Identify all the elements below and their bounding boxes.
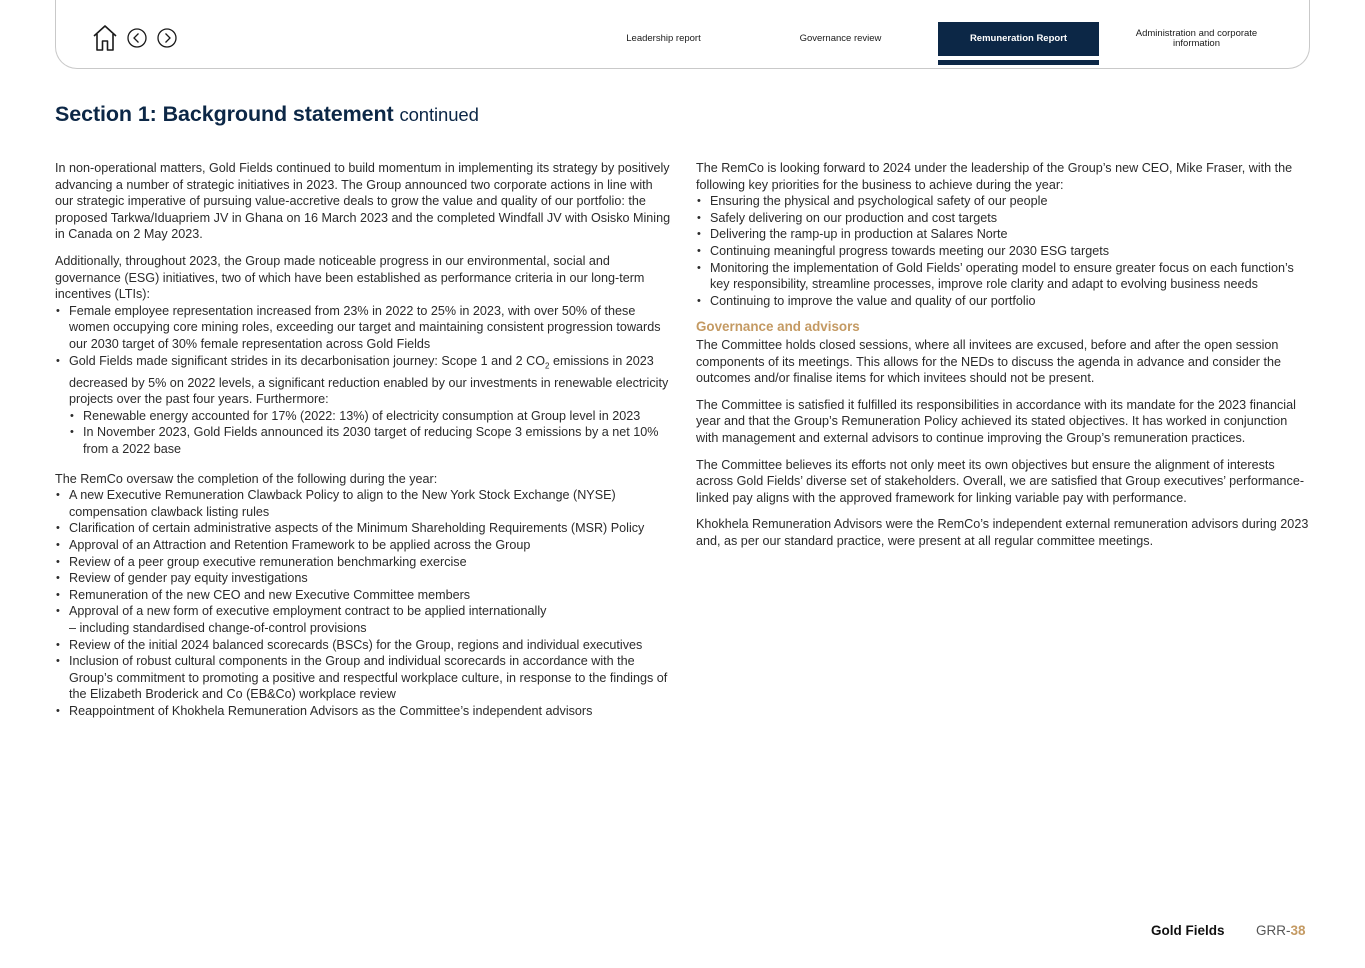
list-item: • Female employee representation increased from 23% in 2022 to 25% in 2023, with over 50% of these women occupying core mining roles, exceeding our target and maintaining consistent progression towards our 2030 target of 30% female representation across Gold Fields: [55, 303, 671, 353]
list-item: • Ensuring the physical and psychological safety of our people: [696, 193, 1312, 210]
subscript-two: 2: [545, 361, 550, 371]
remco-oversight-list: [55, 487, 671, 719]
list-item: • Inclusion of robust cultural components in the Group and individual scorecards in accordance with the Group’s commitment to promoting a positive and respectful workplace culture, in response to the findings of the Elizabeth Broderick and Co (EB&Co) workplace review: [55, 653, 671, 703]
list-item: • A new Executive Remuneration Clawback Policy to align to the New York Stock Exchange (NYSE) compensation clawback listing rules: [55, 487, 671, 520]
bullet-text-part: emissions in 2023 decreased by 5% on 2022 levels, a significant reduction enabled by our investments in renewable electricity projects over the past four years. Furthermore:: [69, 353, 669, 407]
chevron-left-icon[interactable]: [126, 27, 148, 49]
list-item: • Review of a peer group executive remuneration benchmarking exercise: [55, 554, 671, 571]
tab-administration-corporate-information[interactable]: Administration and corporate information: [1135, 27, 1258, 49]
paragraph-esg-progress: Additionally, throughout 2023, the Group made noticeable progress in our environmental, social and governance (ESG) initiatives, two of which have been established as performance criteria in our long-term incentives (LTIs):: [55, 253, 645, 302]
list-item: • Safely delivering on our production and cost targets: [696, 210, 1312, 227]
paragraph-committee-alignment: The Committee believes its efforts not only meet its own objectives but ensure the alignment of interests across Gold Fields’ diverse set of stakeholders. Overall, we are satisfied that Group executives’ performance-linked pay aligns with the approved framework for linking variable pay with performance.: [696, 457, 1305, 505]
paragraph-strategic-initiatives: In non-operational matters, Gold Fields continued to build momentum in implementing its strategy by positively advancing a number of strategic initiatives in 2023. The Group announced two corporate actions in line with our strategic imperative of pursuing value-accretive deals to grow the value and quality of our portfolio: the proposed Tarkwa/Iduapriem JV in Ghana on 16 March 2023 and the completed Windfall JV with Osisko Mining in Canada on 2 May 2023.: [55, 161, 671, 242]
list-item: • Delivering the ramp-up in production at Salares Norte: [696, 226, 1312, 243]
list-item: • Review of the initial 2024 balanced scorecards (BSCs) for the Group, regions and individual executives: [55, 637, 671, 654]
tab-governance-review[interactable]: Governance review: [799, 32, 882, 44]
esg-sub-bullet-list: [69, 408, 671, 458]
esg-bullet-list: [55, 303, 671, 408]
nav-icon-group: [92, 24, 178, 52]
list-item: • Review of gender pay equity investigations: [55, 570, 671, 587]
page-number: [1256, 923, 1306, 938]
bullet-text-part: Gold Fields made significant strides in its decarbonisation journey: Scope 1 and 2 CO: [69, 353, 546, 368]
right-column: [696, 160, 1312, 559]
list-item: • Remuneration of the new CEO and new Executive Committee members: [55, 587, 671, 604]
list-item: • Reappointment of Khokhela Remuneration Advisors as the Committee’s independent advisors: [55, 703, 671, 720]
list-item: • Continuing to improve the value and quality of our portfolio: [696, 293, 1312, 310]
page-title-main: Section 1: Background statement: [55, 102, 394, 126]
home-icon[interactable]: [92, 24, 118, 52]
list-item: • Monitoring the implementation of Gold Fields’ operating model to ensure greater focus on each function’s key responsibility, streamline processes, improve role clarity and adapt to evolving business needs: [696, 260, 1312, 293]
priorities-list: [696, 193, 1312, 309]
page-number-value: 38: [1290, 923, 1306, 938]
list-item: • Approval of an Attraction and Retention Framework to be applied across the Group: [55, 537, 671, 554]
paragraph-advisors: Khokhela Remuneration Advisors were the RemCo’s independent external remuneration advisors during 2023 and, as per our standard practice, were present at all regular committee meetings.: [696, 517, 1309, 548]
list-item: • Approval of a new form of executive employment contract to be applied internationally: [55, 603, 671, 620]
left-column: [55, 160, 671, 720]
tab-leadership-report[interactable]: Leadership report: [626, 32, 701, 44]
chevron-right-icon[interactable]: [156, 27, 178, 49]
list-item: • Clarification of certain administrative aspects of the Minimum Shareholding Requirements (MSR) Policy: [55, 520, 671, 537]
paragraph-priorities-intro: The RemCo is looking forward to 2024 under the leadership of the Group’s new CEO, Mike Fraser, with the following key priorities for the business to achieve during the year:: [696, 161, 1293, 192]
tab-remuneration-report[interactable]: Remuneration Report: [938, 22, 1099, 56]
list-item: • Continuing meaningful progress towards meeting our 2030 ESG targets: [696, 243, 1312, 260]
list-item-continuation: – including standardised change-of-control provisions: [69, 620, 367, 635]
page-title-suffix: continued: [399, 104, 479, 125]
page-prefix: GRR-: [1256, 923, 1291, 938]
footer-brand: Gold Fields: [1151, 923, 1225, 938]
top-navigation-bar: [55, 0, 1310, 69]
paragraph-remco-oversight: The RemCo oversaw the completion of the following during the year:: [55, 471, 438, 486]
paragraph-committee-satisfied: The Committee is satisfied it fulfilled its responsibilities in accordance with its mandate for the 2023 financial year and that the Group’s Remuneration Policy achieved its stated objectives. It has worked in conjunction with management and external advisors to continue improving the Group’s remuneration practices.: [696, 397, 1296, 445]
list-item: • In November 2023, Gold Fields announced its 2030 target of reducing Scope 3 emissions by a net 10% from a 2022 base: [69, 424, 671, 457]
list-item: [55, 353, 671, 408]
page-title: [55, 102, 479, 127]
active-tab-indicator: [938, 60, 1099, 65]
list-item: • Renewable energy accounted for 17% (2022: 13%) of electricity consumption at Group level in 2023: [69, 408, 671, 425]
section-subheading: Governance and advisors: [696, 319, 860, 335]
paragraph-closed-sessions: The Committee holds closed sessions, where all invitees are excused, before and after the open session components of its meetings. This allows for the NEDs to discuss the agenda in advance and consider the outcomes and/or finalise items for which invitees should not be present.: [696, 337, 1282, 386]
